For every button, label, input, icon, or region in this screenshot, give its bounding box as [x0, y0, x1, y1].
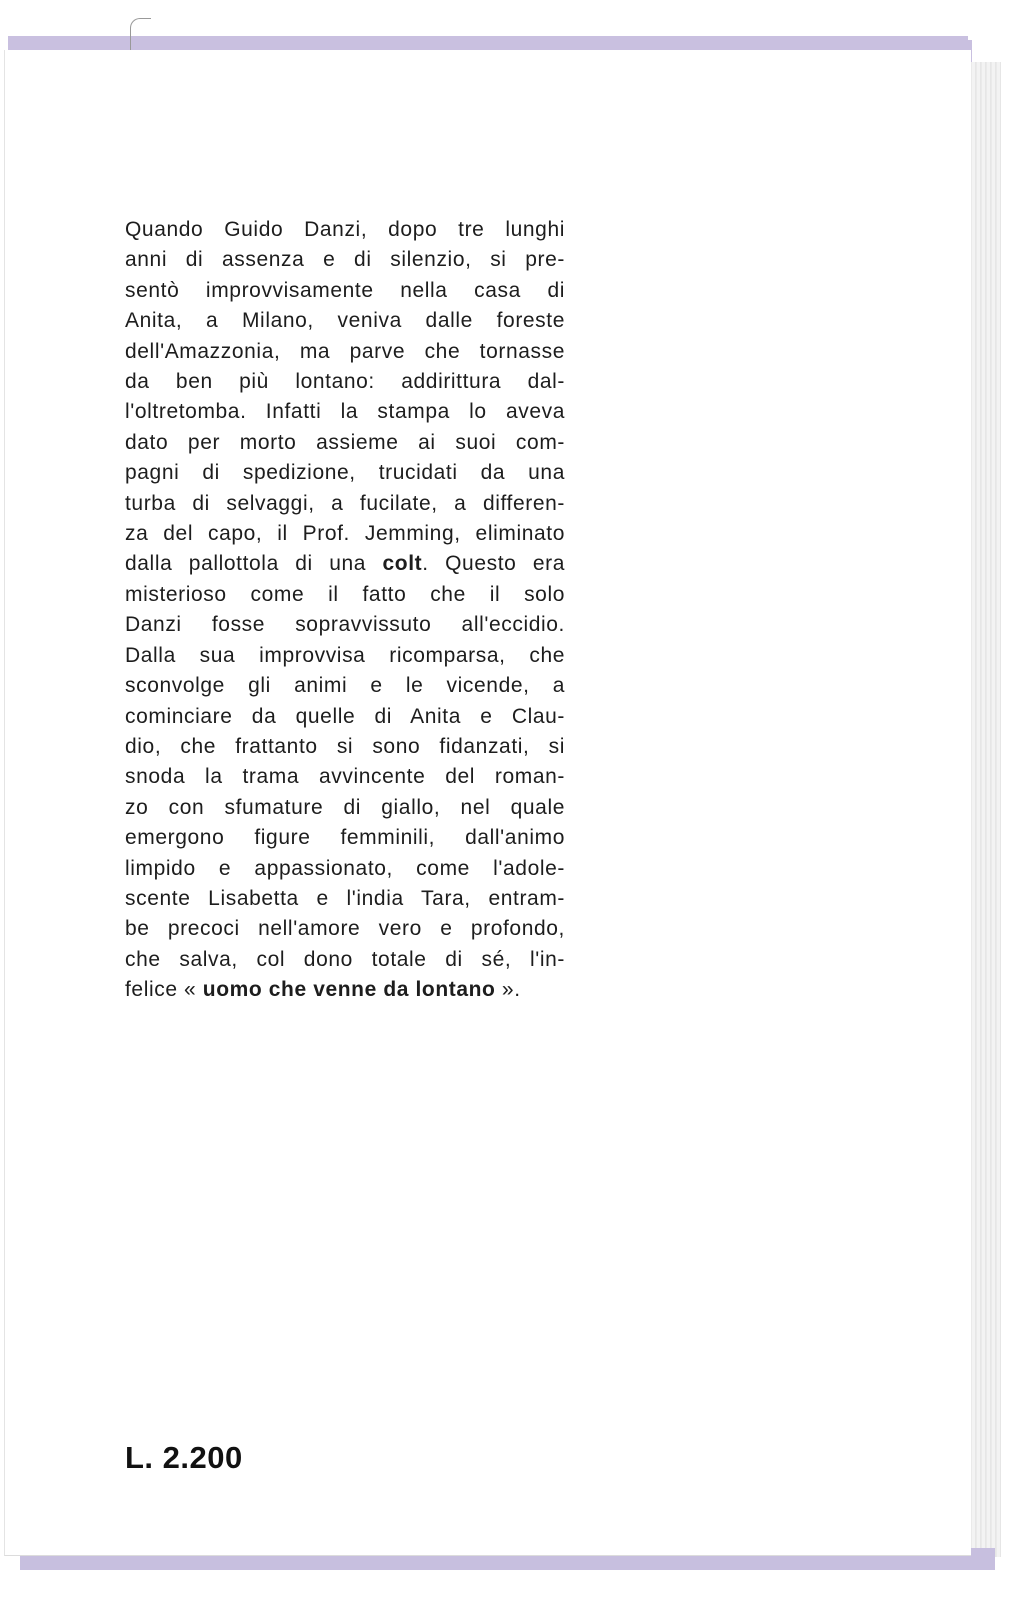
blurb-line: l'oltretomba. Infatti la stampa lo aveva [125, 400, 565, 424]
blurb-line: dio, che frattanto si sono fidanzati, si [125, 734, 565, 758]
blurb-line: za del capo, il Prof. Jemming, eliminato [125, 522, 565, 546]
blurb-line: Quando Guido Danzi, dopo tre lunghi [125, 218, 565, 241]
blurb-line: sconvolge gli animi e le vicende, a [125, 674, 565, 698]
blurb-line: emergono figure femminili, dall'animo [125, 826, 565, 850]
blurb-line: che salva, col dono totale di sé, l'in- [125, 947, 565, 971]
blurb-line: limpido e appassionato, come l'adole- [125, 856, 565, 880]
blurb-line: be precoci nell'amore vero e profondo, [125, 917, 565, 941]
blurb-line: scente Lisabetta e l'india Tara, entram- [125, 886, 565, 910]
blurb-fragment: ». [495, 978, 521, 1002]
blurb-line: Dalla sua improvvisa ricomparsa, che [125, 643, 565, 667]
blurb-fragment: dalla pallottola di una [125, 552, 367, 576]
blurb-line-colt [125, 549, 565, 579]
blurb-text [125, 215, 565, 1006]
blurb-line: cominciare da quelle di Anita e Clau- [125, 704, 565, 728]
blurb-line: snoda la trama avvincente del roman- [125, 765, 565, 789]
colt-emphasis: colt [382, 552, 423, 576]
blurb-line: anni di assenza e di silenzio, si pre- [125, 248, 565, 272]
blurb-line: turba di selvaggi, a fucilate, a differen- [125, 491, 565, 515]
page-block-edge [966, 62, 1001, 1557]
blurb-line: zo con sfumature di giallo, nel quale [125, 795, 565, 819]
blurb-line: misterioso come il fatto che il solo [125, 582, 565, 606]
blurb-line: Anita, a Milano, veniva dalle foreste [125, 309, 565, 333]
blurb-line: Danzi fosse sopravvissuto all'eccidio. [125, 613, 565, 637]
novel-title-emphasis: uomo che venne da lontano [202, 978, 496, 1002]
blurb-line: dato per morto assieme ai suoi com- [125, 430, 565, 454]
blurb-fragment: felice « [125, 978, 203, 1002]
blurb-fragment: . Questo era [422, 552, 565, 576]
blurb-line: pagni di spedizione, trucidati da una [125, 461, 565, 485]
back-cover [4, 50, 971, 1556]
price-label: L. 2.200 [125, 1440, 243, 1475]
blurb-line: da ben più lontano: addirittura dal- [125, 370, 565, 394]
blurb-line: sentò improvvisamente nella casa di [125, 278, 565, 302]
blurb-line-title [125, 975, 565, 1005]
blurb-line: dell'Amazzonia, ma parve che tornasse [125, 339, 565, 363]
